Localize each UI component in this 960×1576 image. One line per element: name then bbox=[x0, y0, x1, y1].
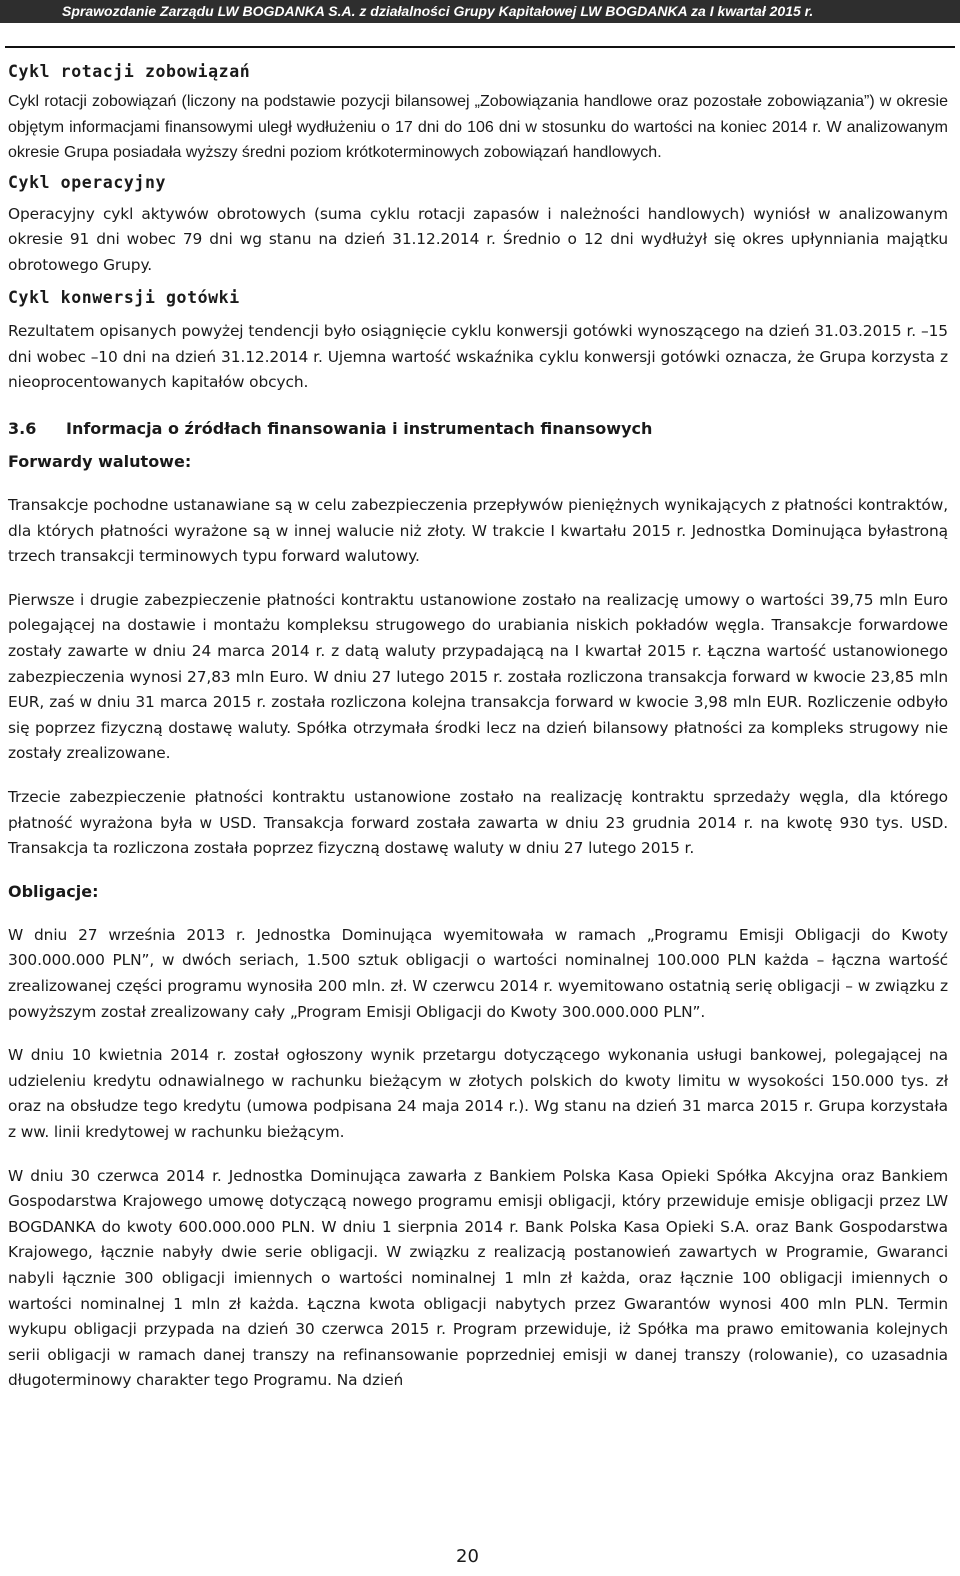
section-3-6-heading bbox=[8, 419, 948, 438]
paragraph-cykl-rotacji: Cykl rotacji zobowiązań (liczony na podstawie pozycji bilansowej „Zobowiązania handlowe oraz pozostałe zobowiązania”) w okresie objętym informacjami finansowymi uległ wydłużeniu o 17 dni do 106 dni w stosunku do wartości na koniec 2014 r. W analizowanym okresie Grupa posiadała wyższy średni poziom krótkoterminowych zobowiązań handlowych. bbox=[8, 93, 948, 161]
heading-cykl-rotacji: Cykl rotacji zobowiązań bbox=[8, 62, 251, 81]
paragraph-forwardy-3: Trzecie zabezpieczenie płatności kontraktu ustanowione zostało na realizację kontraktu sprzedaży węgla, dla którego płatność wyrażona była w USD. Transakcja forward została zawarta w dniu 23 grudnia 2014 r. na kwotę 930 tys. USD. Transakcja ta rozliczona została poprzez fizyczną dostawę waluty w dniu 27 lutego 2015 r. bbox=[8, 788, 948, 858]
section-cykl-operacyjny bbox=[8, 173, 948, 279]
section-cykl-konwersji bbox=[8, 288, 948, 396]
paragraph-cykl-konwersji: Rezultatem opisanych powyżej tendencji było osiągnięcie cyklu konwersji gotówki wynoszącego na dzień 31.03.2015 r. –15 dni wobec –10 dni na dzień 31.12.2014 r. Ujemna wartość wskaźnika cyklu konwersji gotówki oznacza, że Grupa korzysta z nieoprocentowanych kapitałów obcych. bbox=[8, 322, 948, 392]
heading-cykl-operacyjny: Cykl operacyjny bbox=[8, 172, 167, 192]
paragraph-obligacje-2: W dniu 10 kwietnia 2014 r. został ogłoszony wynik przetargu dotyczącego wykonania usługi bankowej, polegającej na udzieleniu kredytu odnawialnego w rachunku bieżącym w złotych polskich do kwoty limitu w wysokości 150.000 tys. zł oraz na obsłudze tego kredytu (umowa podpisana 24 maja 2014 r.). Wg stanu na dzień 31 marca 2015 r. Grupa korzystała z ww. linii kredytowej w rachunku bieżącym. bbox=[8, 1046, 948, 1141]
report-header-title: Sprawozdanie Zarządu LW BOGDANKA S.A. z działalności Grupy Kapitałowej LW BOGDANKA za I kwartał 2015 r. bbox=[62, 3, 814, 19]
heading-obligacje: Obligacje: bbox=[8, 881, 99, 901]
section-cykl-rotacji bbox=[8, 62, 948, 166]
document-body bbox=[8, 62, 948, 1394]
section-title: Informacja o źródłach finansowania i instrumentach finansowych bbox=[66, 419, 653, 439]
page-number: 20 bbox=[456, 1546, 479, 1567]
paragraph-obligacje-1: W dniu 27 września 2013 r. Jednostka Dominująca wyemitowała w ramach „Programu Emisji Obligacji do Kwoty 300.000.000 PLN”, w dwóch seriach, 1.500 sztuk obligacji o wartości nominalnej 100.000 PLN każda – łączna wartość zrealizowanej części programu wynosiła 200 mln. zł. W czerwcu 2014 r. wyemitowano ostatnią serię obligacji – w związku z powyższym został zrealizowany cały „Program Emisji Obligacji do Kwoty 300.000.000 PLN”. bbox=[8, 925, 948, 1021]
paragraph-cykl-operacyjny: Operacyjny cykl aktywów obrotowych (suma cyklu rotacji zapasów i należności handlowych) wyniósł w analizowanym okresie 91 dni wobec 79 dni wg stanu na dzień 31.12.2014 r. Średnio o 12 dni wydłużył się okres upłynniania majątku obrotowego Grupy. bbox=[8, 204, 948, 274]
paragraph-forwardy-2: Pierwsze i drugie zabezpieczenie płatności kontraktu ustanowione zostało na realizację umowy o wartości 39,75 mln Euro polegającej na dostawie i montażu kompleksu strugowego do urabiania niskich pokładów węgla. Transakcje forwardowe zostały zawarte w dniu 24 marca 2014 r. z datą waluty przypadającą na I kwartał 2015 r. Łączna wartość ustanowionego zabezpieczenia wynosi 27,83 mln Euro. W dniu 27 lutego 2015 r. została rozliczona transakcja forward w kwocie 23,85 mln EUR, zaś w dniu 31 marca 2015 r. została rozliczona kolejna transakcja forward w kwocie 3,98 mln EUR. Rozliczenie odbyło się poprzez fizyczną dostawę waluty. Spółka otrzymała środki lecz na dzień bilansowy płatności za kompleks strugowy nie zostały zrealizowane. bbox=[8, 590, 948, 763]
header-divider bbox=[5, 46, 955, 48]
paragraph-obligacje-3: W dniu 30 czerwca 2014 r. Jednostka Dominująca zawarła z Bankiem Polska Kasa Opieki Spółka Akcyjna oraz Bankiem Gospodarstwa Krajowego umowę dotyczącą nowego programu emisji obligacji, który przewiduje emisje obligacji przez LW BOGDANKA do kwoty 600.000.000 PLN. W dniu 1 sierpnia 2014 r. Bank Polska Kasa Opieki S.A. oraz Bank Gospodarstwa Krajowego, łącznie nabyły dwie serie obligacji. W związku z realizacją postanowień zawartych w Programie, Gwaranci nabyli łącznie 300 obligacji imiennych o wartości nominalnej 1 mln zł każda, oraz łącznie 100 obligacji imiennych o wartości nominalnej 1 mln zł każda. Łączna kwota obligacji nabytych przez Gwarantów wynosi 400 mln PLN. Termin wykupu obligacji przypada na dzień 30 czerwca 2015 r. Program przewiduje, iż Spółka ma prawo emitowania kolejnych serii obligacji w ramach danej transzy na refinansowanie poprzedniej emisji w danej transzy (rolowanie), co uzasadnia długoterminowy charakter tego Programu. Na dzień bbox=[8, 1166, 948, 1390]
heading-forwardy: Forwardy walutowe: bbox=[8, 452, 192, 472]
report-header-bar bbox=[0, 0, 960, 23]
section-number: 3.6 bbox=[8, 419, 37, 439]
paragraph-forwardy-1: Transakcje pochodne ustanawiane są w celu zabezpieczenia przepływów pieniężnych wynikających z płatności kontraktów, dla których płatności wyrażone są w innej walucie niż złoty. W trakcie I kwartału 2015 r. Jednostka Dominująca byłastroną trzech transakcji terminowych typu forward walutowy. bbox=[8, 496, 948, 566]
heading-cykl-konwersji: Cykl konwersji gotówki bbox=[8, 288, 240, 308]
